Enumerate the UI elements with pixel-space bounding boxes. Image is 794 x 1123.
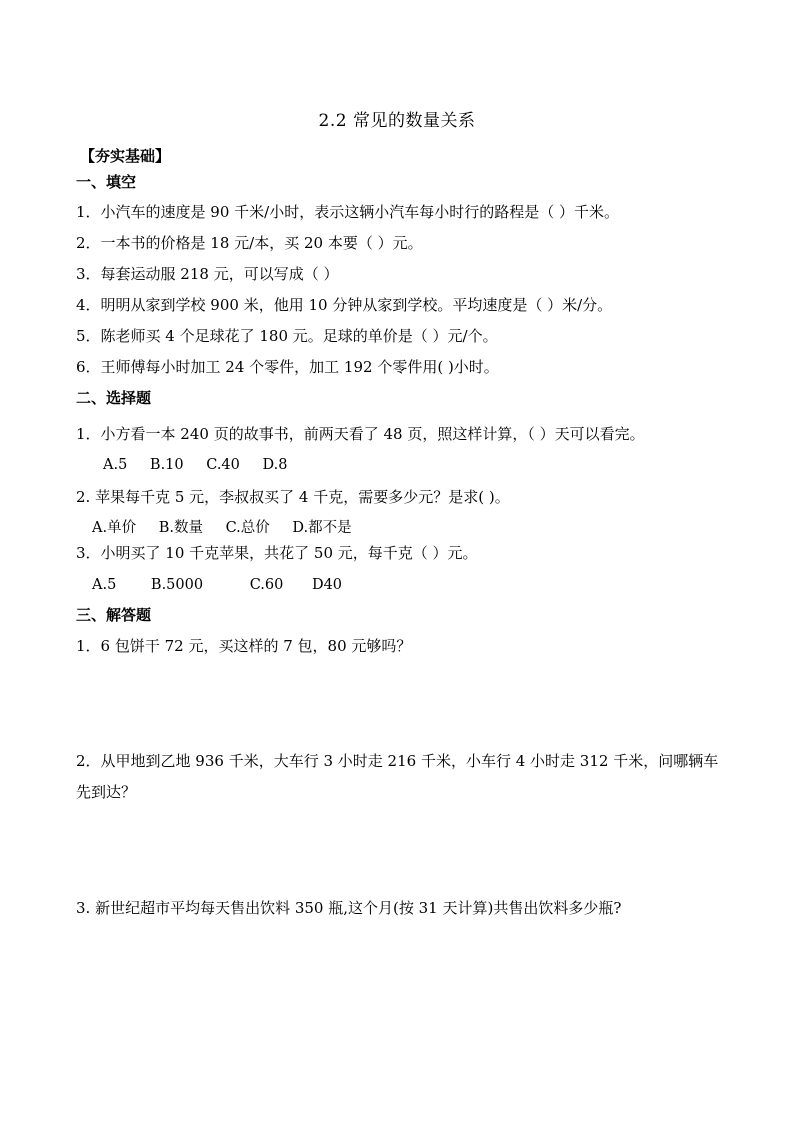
option: A.5 (92, 577, 117, 593)
option: C.40 (206, 457, 240, 473)
choice-heading: 二、选择题 (76, 389, 152, 407)
fill-question-3: 3．每套运动服 218 元，可以写成（ ） (76, 265, 339, 283)
answer-question-2: 2．从甲地到乙地 936 千米，大车行 3 小时走 216 千米，小车行 4 小时走 312 千米，问哪辆车先到达？ (76, 752, 719, 801)
answer-question-3: 3. 新世纪超市平均每天售出饮料 350 瓶,这个月(按 31 天计算)共售出饮料多少瓶? (76, 899, 622, 917)
option: B.10 (149, 457, 184, 473)
answer-heading: 三、解答题 (76, 606, 152, 624)
choice-question-1: 1．小方看一本 240 页的故事书，前两天看了 48 页，照这样计算，（ ）天可以看完。 (76, 425, 645, 443)
answer-question-1: 1．6 包饼干 72 元，买这样的 7 包，80 元够吗？ (76, 637, 412, 655)
option: C.60 (249, 577, 284, 593)
fill-question-6: 6．王师傅每小时加工 24 个零件，加工 192 个零件用( )小时。 (76, 358, 499, 376)
option: C.总价 (225, 520, 270, 536)
option: D.都不是 (292, 520, 352, 536)
choice-question-3: 3．小明买了 10 千克苹果，共花了 50 元，每千克（ ）元。 (76, 544, 478, 562)
option: D40 (311, 577, 343, 593)
fill-question-2: 2．一本书的价格是 18 元/本，买 20 本要（ ）元。 (76, 234, 423, 252)
fill-question-5: 5．陈老师买 4 个足球花了 180 元。足球的单价是（ ）元/个。 (76, 327, 498, 345)
section-tag: 【夯实基础】 (80, 147, 171, 165)
option: B.5000 (150, 577, 204, 593)
page-title: 2.2 常见的数量关系 (318, 111, 476, 131)
option: A.单价 (92, 520, 137, 536)
option: A.5 (103, 457, 128, 473)
fill-question-1: 1．小汽车的速度是 90 千米/小时，表示这辆小汽车每小时行的路程是（ ）千米。 (76, 203, 619, 221)
choice-options-2 (92, 518, 370, 538)
choice-question-2: 2. 苹果每千克 5 元，李叔叔买了 4 千克，需要多少元？是求( )。 (76, 488, 510, 506)
fill-heading: 一、填空 (76, 173, 137, 191)
choice-options-1 (103, 455, 305, 475)
choice-options-3 (92, 575, 360, 595)
option: D.8 (262, 457, 288, 473)
option: B.数量 (158, 520, 203, 536)
fill-question-4: 4．明明从家到学校 900 米，他用 10 分钟从家到学校。平均速度是（ ）米/分。 (76, 296, 613, 314)
